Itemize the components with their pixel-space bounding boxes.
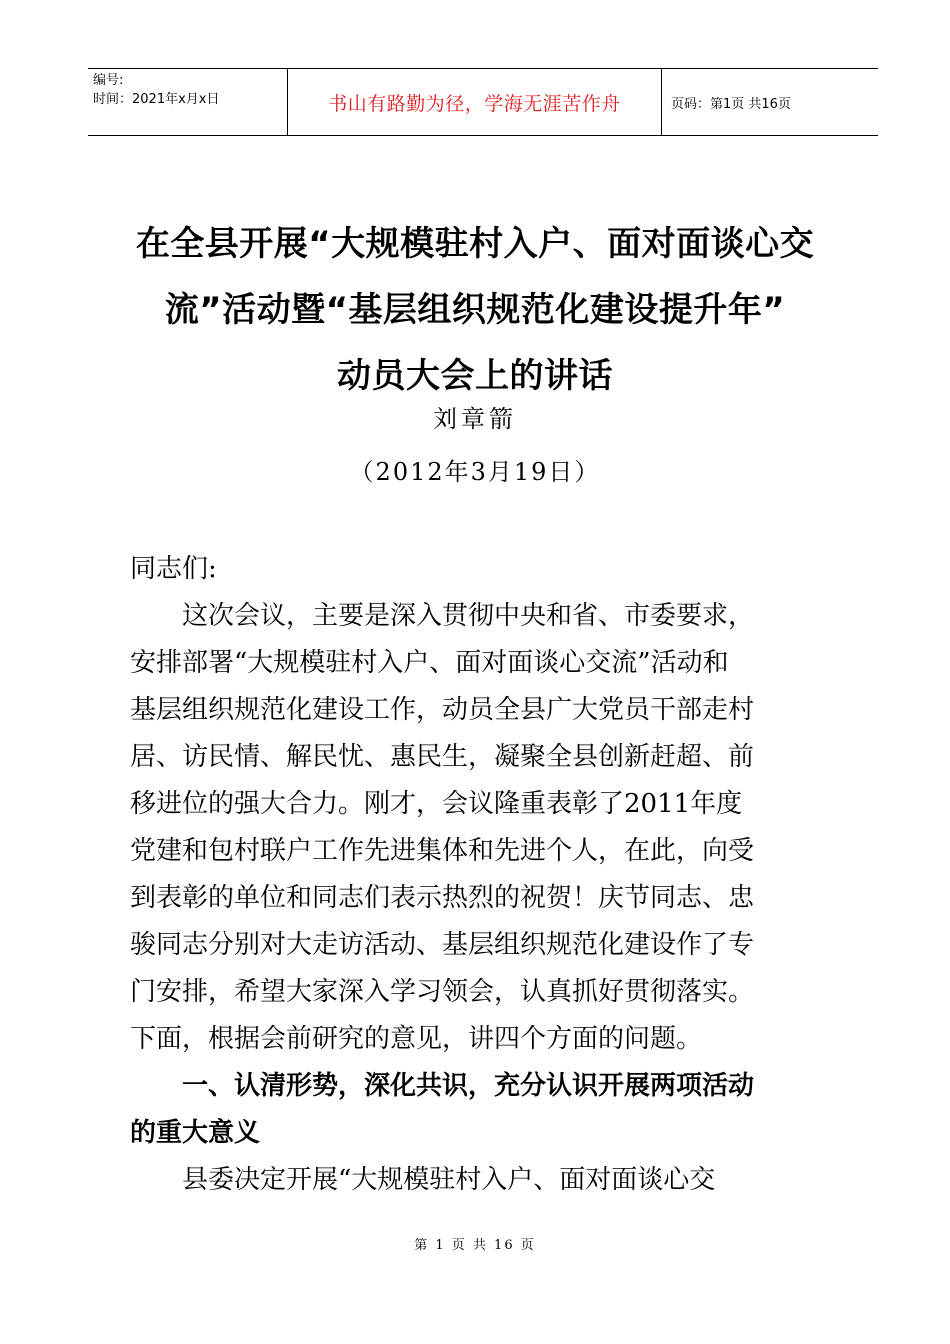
paragraph-line: 安排部署“大规模驻村入户、面对面谈心交流”活动和 bbox=[130, 648, 729, 678]
time-label: 时间：2021年x月x日 bbox=[93, 92, 220, 107]
page-info: 页码：第1页 共16页 bbox=[671, 96, 791, 112]
paragraph-line: 基层组织规范化建设工作，动员全县广大党员干部走村 bbox=[130, 695, 755, 725]
paragraph-line: 门安排，希望大家深入学习领会，认真抓好贯彻落实。 bbox=[130, 977, 755, 1007]
header-meta-cell bbox=[88, 69, 288, 135]
header-motto-cell bbox=[288, 69, 662, 135]
paragraph-line: 这次会议，主要是深入贯彻中央和省、市委要求， bbox=[130, 601, 755, 631]
author-name: 刘章箭 bbox=[433, 405, 517, 433]
page-footer: 第 1 页 共 16 页 bbox=[414, 1238, 536, 1253]
number-label: 编号: bbox=[93, 73, 124, 88]
document-body bbox=[130, 546, 840, 1204]
motto-text: 书山有路勤为径，学海无涯苦作舟 bbox=[328, 92, 621, 115]
paragraph-line: 骏同志分别对大走访活动、基层组织规范化建设作了专 bbox=[130, 930, 755, 960]
paragraph-line: 居、访民情、解民忧、惠民生，凝聚全县创新赶超、前 bbox=[130, 742, 755, 772]
section-heading-line: 一、认清形势，深化共识，充分认识开展两项活动 bbox=[130, 1071, 755, 1101]
speech-date: （2012年3月19日） bbox=[349, 458, 601, 486]
title-line-1: 在全县开展“大规模驻村入户、面对面谈心交 bbox=[135, 224, 815, 264]
section-heading-line: 的重大意义 bbox=[130, 1118, 261, 1148]
paragraph-line: 县委决定开展“大规模驻村入户、面对面谈心交 bbox=[130, 1165, 716, 1195]
title-line-3: 动员大会上的讲话 bbox=[337, 356, 613, 396]
paragraph-line: 下面，根据会前研究的意见，讲四个方面的问题。 bbox=[130, 1024, 703, 1054]
document-title bbox=[100, 211, 850, 409]
paragraph-line: 到表彰的单位和同志们表示热烈的祝贺！庆节同志、忠 bbox=[130, 883, 755, 913]
document-header bbox=[88, 68, 878, 136]
paragraph-line: 移进位的强大合力。刚才，会议隆重表彰了2011年度 bbox=[130, 789, 743, 819]
header-page-cell bbox=[662, 69, 878, 135]
greeting: 同志们: bbox=[130, 554, 217, 584]
title-line-2: 流”活动暨“基层组织规范化建设提升年” bbox=[164, 290, 786, 330]
paragraph-line: 党建和包村联户工作先进集体和先进个人，在此，向受 bbox=[130, 836, 755, 866]
